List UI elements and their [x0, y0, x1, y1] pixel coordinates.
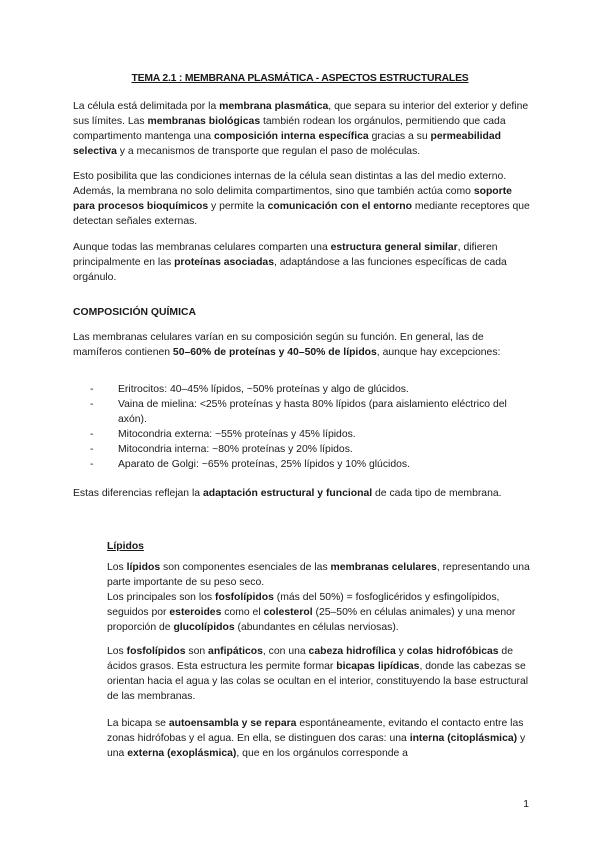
bold-term: externa (exoplásmica): [127, 748, 237, 759]
intro-paragraph-2: Esto posibilita que las condiciones internas de la célula sean distintas a las del medio externo. Además, la membrana no solo delimita compartimentos, sino que también actúa como soporte para procesos bioquímicos y permite la comunicación con el entorno mediante receptores que detectan señales externas.: [73, 171, 530, 227]
composicion-list: [73, 382, 533, 472]
bold-term: adaptación estructural y funcional: [202, 488, 373, 499]
list-item: - Mitocondria externa: ~55% proteínas y 45% lípidos.: [73, 427, 533, 442]
bold-term: membranas celulares: [330, 562, 437, 573]
lipidos-paragraph-3: La bicapa se autoensambla y se repara espontáneamente, evitando el contacto entre las zonas hidrófobas y el agua. En ella, se distinguen dos caras: una interna (citoplásmica) y una externa (exoplásmica), que en los orgánulos corresponde a: [107, 718, 526, 759]
bold-term: membrana plasmática: [219, 101, 329, 112]
bold-term: soporte para procesos bioquímicos: [73, 186, 512, 212]
bold-term: autoensambla y se repara: [168, 718, 297, 729]
composicion-closing: Estas diferencias reflejan la adaptación estructural y funcional de cada tipo de membrana.: [73, 488, 502, 499]
bold-term: comunicación con el entorno: [267, 201, 412, 212]
page-number: 1: [523, 799, 529, 810]
bold-term: fosfolípidos: [215, 592, 274, 603]
intro-paragraph-3: Aunque todas las membranas celulares comparten una estructura general similar, difieren principalmente en las proteínas asociadas, adaptándose a las funciones específicas de cada orgánulo.: [73, 242, 507, 283]
bold-term: 50–60% de proteínas y 40–50% de lípidos: [172, 347, 377, 358]
section-heading-composicion: COMPOSICIÓN QUÍMICA: [73, 307, 196, 318]
bold-term: proteínas asociadas: [174, 257, 274, 268]
composicion-intro: Las membranas celulares varían en su composición según su función. En general, las de mamíferos contienen 50–60% de proteínas y 40–50% de lípidos, aunque hay excepciones:: [73, 332, 501, 358]
bold-term: esteroides: [169, 607, 222, 618]
bold-term: lípidos: [126, 562, 161, 573]
list-item: - Eritrocitos: 40–45% lípidos, ~50% proteínas y algo de glúcidos.: [73, 382, 533, 397]
bold-term: composición interna específica: [213, 131, 369, 142]
bold-term: glucolípidos: [173, 622, 235, 633]
lipidos-paragraph-1: Los lípidos son componentes esenciales de las membranas celulares, representando una parte importante de su peso seco. Los principales son los fosfolípidos (más del 50%) = fosfoglicéridos y esfingolípidos, seguidos por esteroides como el colesterol (25–50% en células animales) y una menor proporción de glucolípidos (abundantes en células nerviosas).: [107, 562, 530, 633]
bold-term: interna (citoplásmica): [409, 733, 518, 744]
bold-term: colas hidrofóbicas: [406, 646, 499, 657]
intro-paragraph-1: La célula está delimitada por la membrana plasmática, que separa su interior del exterior y define sus límites. Las membranas biológicas también rodean los orgánulos, permitiendo que cada compartimento mantenga una composición interna específica gracias a su permeabilidad selectiva y a mecanismos de transporte que regulan el paso de moléculas.: [73, 101, 529, 157]
bold-term: estructura general similar: [330, 242, 458, 253]
bold-term: bicapas lipídicas: [336, 661, 420, 672]
lipidos-paragraph-2: Los fosfolípidos son anfipáticos, con una cabeza hidrofílica y colas hidrofóbicas de ácidos grasos. Esta estructura les permite formar bicapas lipídicas, donde las cabezas se orientan hacia el agua y las colas se ocultan en el interior, constituyendo la base estructural de las membranas.: [107, 646, 529, 702]
bold-term: anfipáticos: [208, 646, 263, 657]
bold-term: permeabilidad selectiva: [73, 131, 501, 157]
bold-term: membranas biológicas: [147, 116, 261, 127]
list-item: - Mitocondria interna: ~80% proteínas y 20% lípidos.: [73, 442, 533, 457]
list-item: - Vaina de mielina: <25% proteínas y hasta 80% lípidos (para aislamiento eléctrico del axón).: [73, 397, 533, 427]
bold-term: colesterol: [263, 607, 313, 618]
section-heading-lipidos: Lípidos: [107, 541, 144, 552]
document-title: TEMA 2.1 : MEMBRANA PLASMÁTICA - ASPECTOS ESTRUCTURALES: [131, 73, 469, 84]
bold-term: cabeza hidrofílica: [308, 646, 396, 657]
list-item: - Aparato de Golgi: ~65% proteínas, 25% lípidos y 10% glúcidos.: [73, 457, 533, 472]
bold-term: fosfolípidos: [126, 646, 186, 657]
